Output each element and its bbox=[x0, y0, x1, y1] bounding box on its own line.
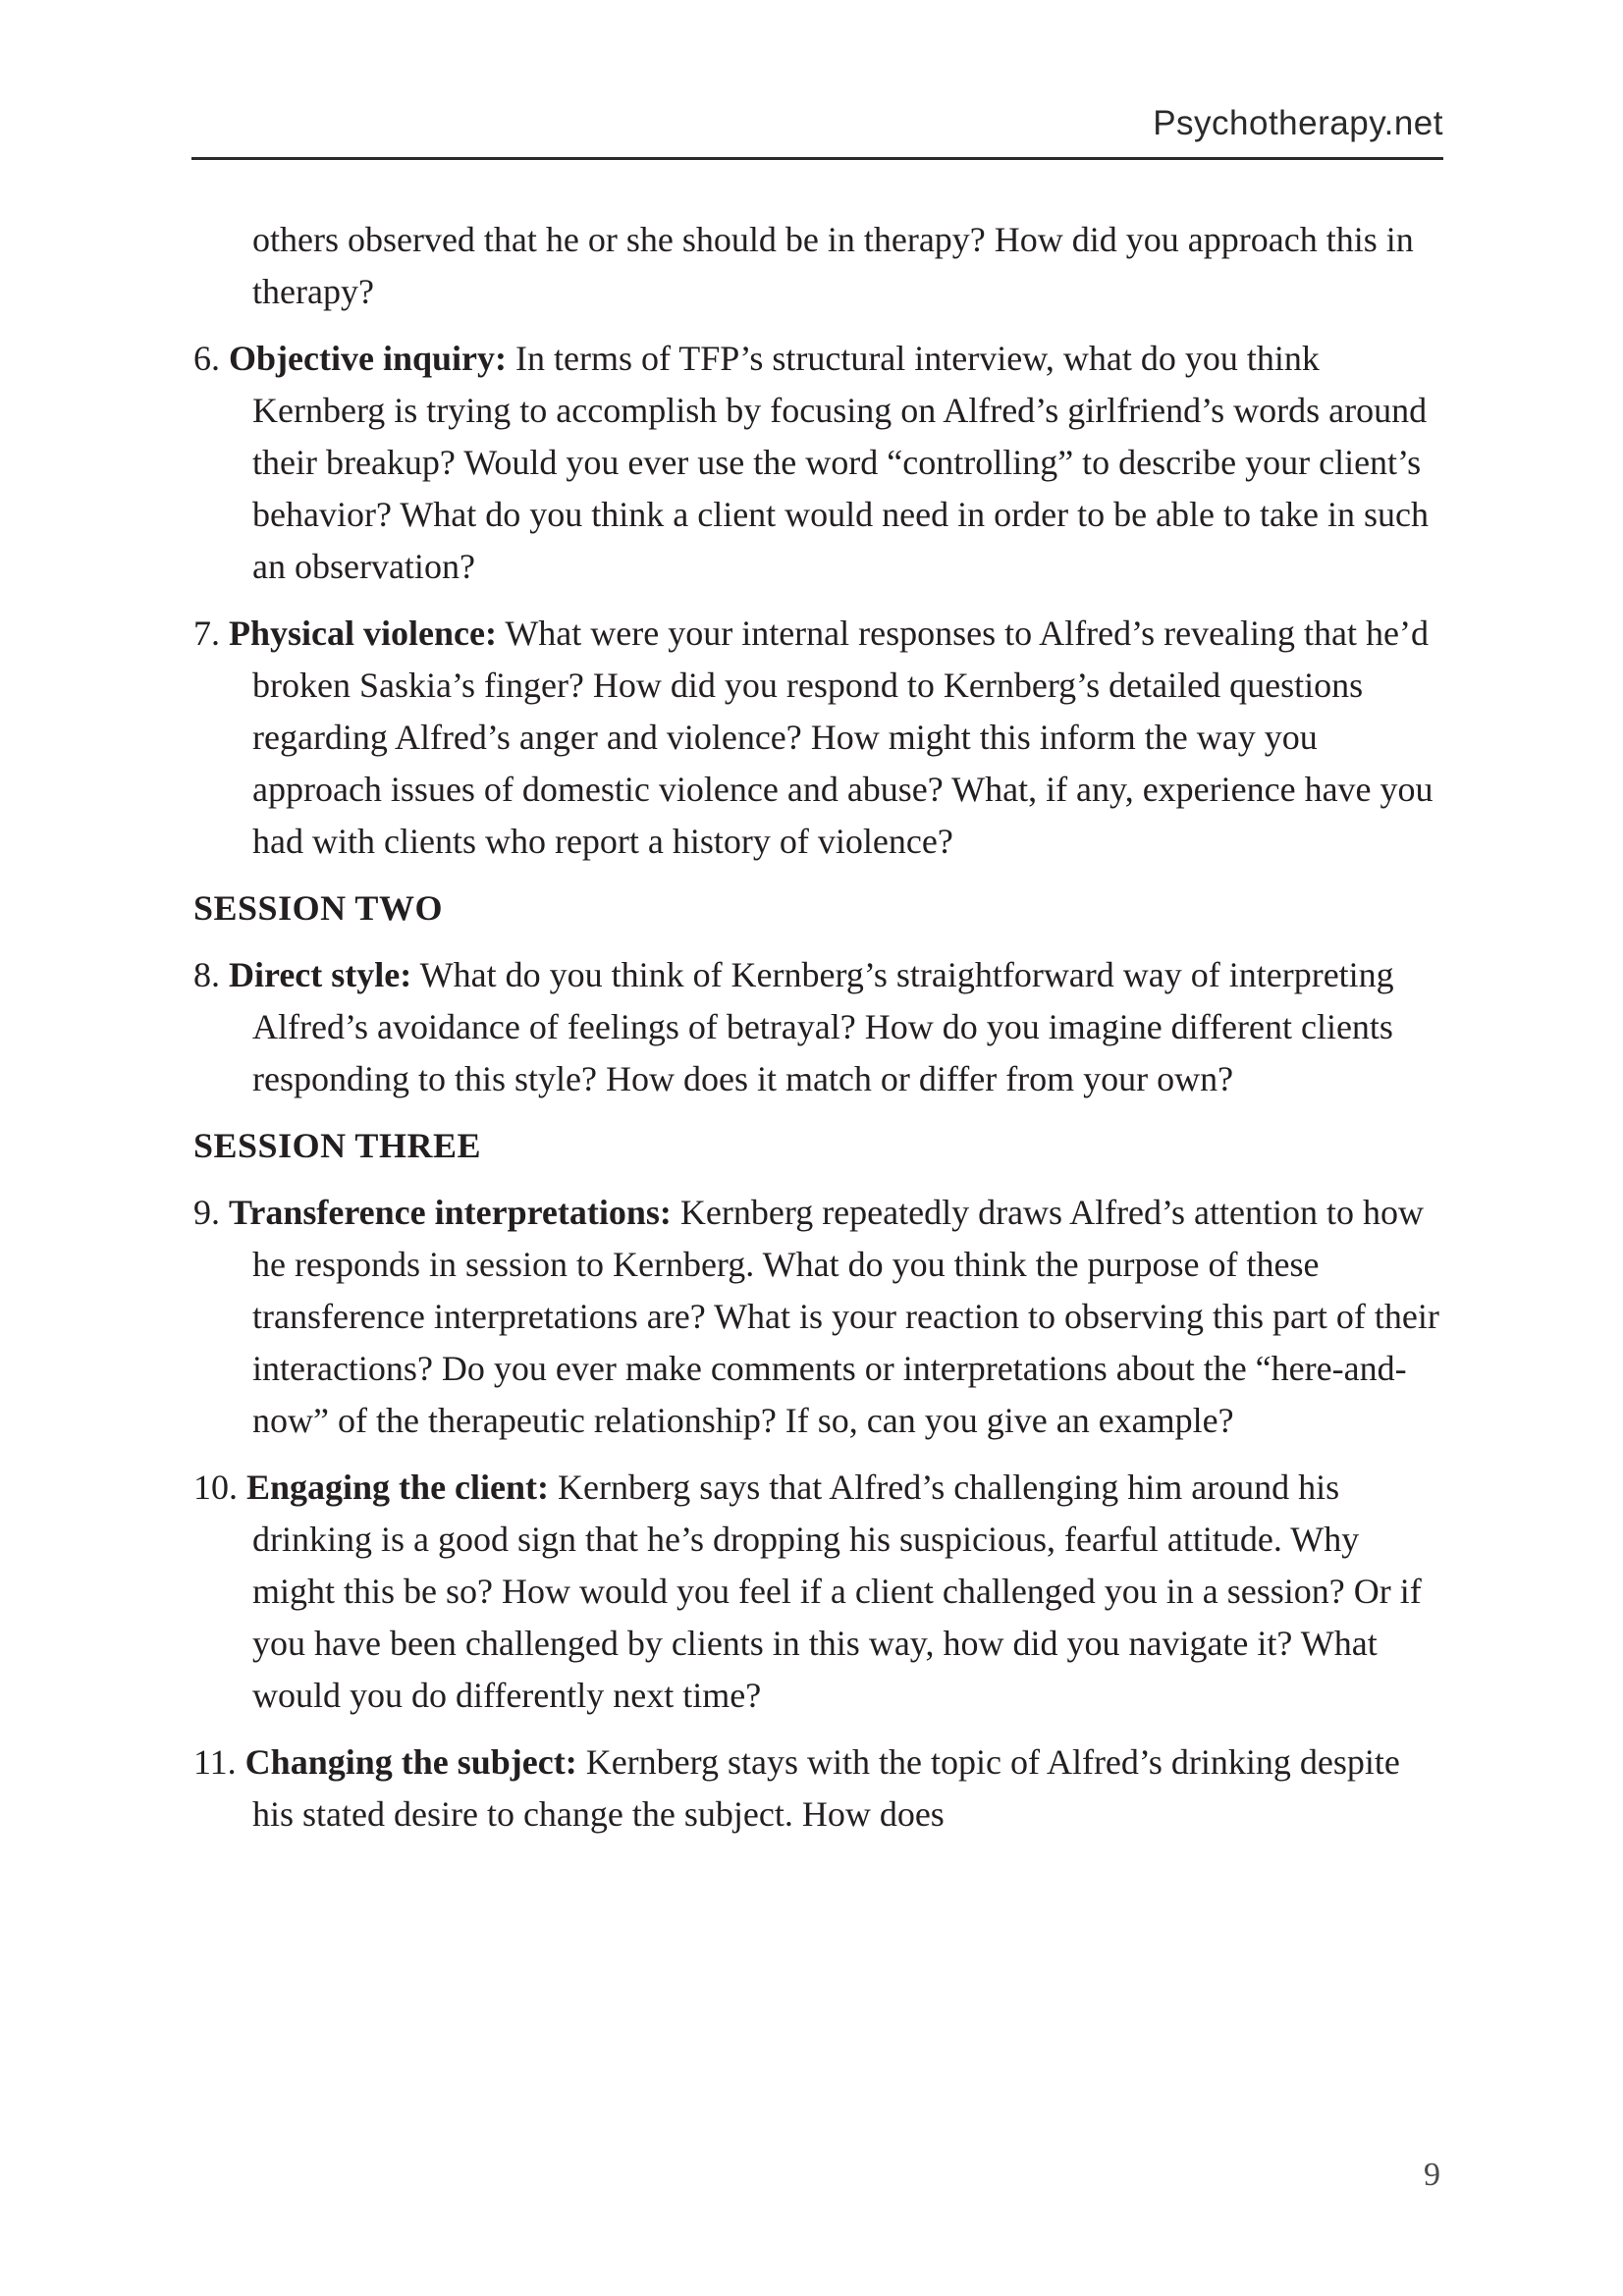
question-text: Kernberg says that Alfred’s challenging him around his drinking is a good sign that he’s dropping his suspicious, fearful attitude. Why might this be so? How would you feel if a client challenged you in a session? Or if you have been challenged by clients in this way, how did you navigate it? What would you do differently next time? bbox=[252, 1468, 1422, 1715]
question-lead: Objective inquiry: bbox=[229, 339, 507, 378]
question-number: 11. bbox=[193, 1742, 237, 1782]
question-number: 8. bbox=[193, 955, 220, 994]
header-site-link[interactable]: Psychotherapy.net bbox=[1153, 104, 1443, 142]
question-number: 6. bbox=[193, 339, 220, 378]
numbered-question bbox=[193, 1462, 1444, 1722]
question-number: 7. bbox=[193, 614, 220, 653]
question-lead: Engaging the client: bbox=[246, 1468, 550, 1507]
numbered-question bbox=[193, 1187, 1444, 1447]
question-lead: Physical violence: bbox=[229, 614, 497, 653]
section-heading: SESSION TWO bbox=[193, 888, 443, 928]
question-text: Kernberg stays with the topic of Alfred’s drinking despite his stated desire to change the subject. How does bbox=[252, 1742, 1400, 1834]
paragraph-text: others observed that he or she should be in therapy? How did you approach this in therapy? bbox=[252, 220, 1414, 311]
question-lead: Transference interpretations: bbox=[229, 1193, 672, 1232]
page-number: 9 bbox=[1424, 2157, 1440, 2193]
question-number: 10. bbox=[193, 1468, 238, 1507]
header-rule bbox=[191, 157, 1443, 160]
section-heading: SESSION THREE bbox=[193, 1126, 481, 1165]
question-lead: Direct style: bbox=[229, 955, 412, 994]
question-text: In terms of TFP’s structural interview, what do you think Kernberg is trying to accomplish by focusing on Alfred’s girlfriend’s words around their breakup? Would you ever use the word “controlling” to describe your client’s behavior? What do you think a client would need in order to be able to take in such an observation? bbox=[252, 339, 1429, 586]
question-number: 9. bbox=[193, 1193, 220, 1232]
question-text: What do you think of Kernberg’s straightforward way of interpreting Alfred’s avoidance of feelings of betrayal? How do you imagine different clients responding to this style? How does it match or differ from your own? bbox=[252, 955, 1394, 1098]
question-text: What were your internal responses to Alfred’s revealing that he’d broken Saskia’s finger? How did you respond to Kernberg’s detailed questions regarding Alfred’s anger and violence? How might this inform the way you approach issues of domestic violence and abuse? What, if any, experience have you had with clients who report a history of violence? bbox=[252, 614, 1434, 861]
question-lead: Changing the subject: bbox=[244, 1742, 577, 1782]
document-body bbox=[193, 214, 1444, 1855]
numbered-question bbox=[193, 608, 1444, 868]
numbered-question bbox=[193, 333, 1444, 593]
numbered-question bbox=[193, 949, 1444, 1105]
numbered-question bbox=[193, 1736, 1444, 1841]
paragraph-continuation bbox=[193, 214, 1444, 318]
question-text: Kernberg repeatedly draws Alfred’s attention to how he responds in session to Kernberg. What do you think the purpose of these transference interpretations are? What is your reaction to observing this part of their interactions? Do you ever make comments or interpretations about the “here-and-now” of the therapeutic relationship? If so, can you give an example? bbox=[252, 1193, 1439, 1440]
